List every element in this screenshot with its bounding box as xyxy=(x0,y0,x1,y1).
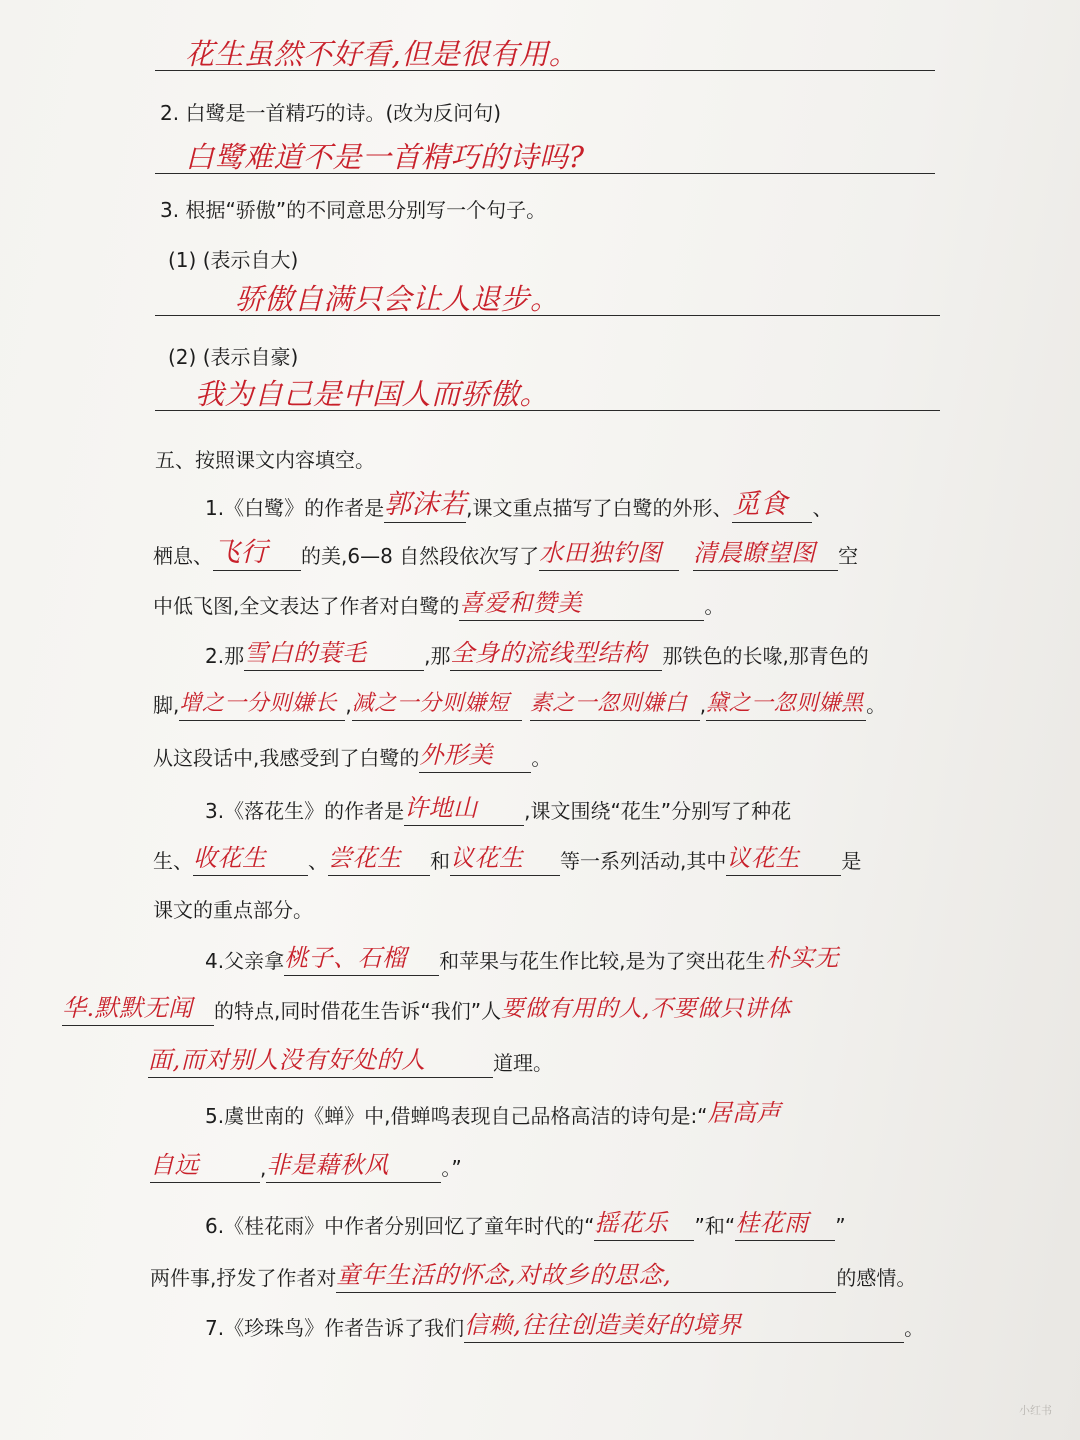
text: 栖息、 xyxy=(153,544,213,568)
question-3 xyxy=(160,195,546,225)
handwritten-answer: 桂花雨 xyxy=(735,1209,809,1237)
handwritten-answer: 飞行 xyxy=(213,537,268,568)
item-3-line-2 xyxy=(153,845,861,876)
text: 脚, xyxy=(153,693,180,717)
handwritten-answer: 雪白的蓑毛 xyxy=(244,639,367,667)
fill-blank xyxy=(459,590,704,621)
question-3-sub-2 xyxy=(168,342,298,372)
text: ,课文重点描写了白鹭的外形、 xyxy=(466,496,733,520)
text: 。 xyxy=(704,594,725,618)
handwritten-answer: 收花生 xyxy=(193,844,267,872)
handwritten-answer: 全身的流线型结构 xyxy=(450,639,647,667)
fill-blank xyxy=(62,995,214,1026)
handwritten-answer: 白鹭难道不是一首精巧的诗吗? xyxy=(185,140,585,174)
answer-line-q3-1 xyxy=(155,275,940,316)
text: 2.那 xyxy=(205,644,245,668)
fill-blank xyxy=(244,640,424,671)
question-text: 2. 白鹭是一首精巧的诗。(改为反问句) xyxy=(160,101,502,125)
handwritten-answer: 外形美 xyxy=(419,741,493,769)
question-3-sub-1 xyxy=(168,245,298,275)
item-4-line-3 xyxy=(148,1047,553,1078)
fill-blank xyxy=(284,945,439,976)
handwritten-answer: 喜爱和赞美 xyxy=(459,589,582,617)
handwritten-answer: 议花生 xyxy=(450,844,524,872)
text: 空 xyxy=(838,544,859,568)
fill-blank xyxy=(404,795,524,826)
handwritten-answer: 居高声 xyxy=(707,1099,782,1127)
item-1-line-3 xyxy=(153,590,724,621)
item-4-line-1 xyxy=(205,945,839,976)
text: , xyxy=(345,693,352,717)
sub-label: (1) (表示自大) xyxy=(168,248,299,272)
item-1-line-1 xyxy=(205,489,833,523)
text: 课文的重点部分。 xyxy=(153,898,313,922)
answer-line-q2 xyxy=(155,133,935,174)
text: 6.《桂花雨》中作者分别回忆了童年时代的“ xyxy=(205,1214,595,1238)
text: 、 xyxy=(812,496,833,520)
fill-blank xyxy=(735,1210,835,1241)
text: 从这段话中,我感受到了白鹭的 xyxy=(153,746,420,770)
fill-blank xyxy=(328,845,430,876)
handwritten-answer: 减之一分则嫌短 xyxy=(351,691,510,716)
fill-blank xyxy=(706,690,866,721)
text: ,那 xyxy=(424,644,451,668)
fill-blank xyxy=(732,489,812,523)
handwritten-answer: 郭沫若 xyxy=(384,489,467,520)
text: 和 xyxy=(430,849,450,873)
text: 是 xyxy=(841,849,862,873)
handwritten-answer: 桃子、石榴 xyxy=(284,944,407,972)
text: , xyxy=(699,693,707,717)
handwritten-answer: 水田独钓图 xyxy=(539,539,662,567)
text: 、 xyxy=(308,849,328,873)
top-answer-line xyxy=(155,30,935,71)
item-2-line-3 xyxy=(153,742,551,773)
text: 等一系列活动,其中 xyxy=(560,849,727,873)
fill-blank xyxy=(193,845,308,876)
item-6-line-1 xyxy=(205,1210,846,1241)
fill-blank xyxy=(693,540,838,571)
item-4-line-2 xyxy=(62,995,791,1026)
text: , xyxy=(260,1156,267,1180)
handwritten-answer: 许地山 xyxy=(404,794,478,822)
item-5-line-1 xyxy=(205,1100,781,1131)
text: 中低飞图,全文表达了作者对白鹭的 xyxy=(153,594,460,618)
text: 7.《珍珠鸟》作者告诉了我们 xyxy=(205,1316,465,1340)
fill-blank xyxy=(539,540,679,571)
text: ,课文围绕“花生”分别写了种花 xyxy=(524,799,792,823)
handwritten-answer: 觅食 xyxy=(732,489,788,520)
text: 和苹果与花生作比较,是为了突出花生 xyxy=(439,949,766,973)
fill-blank xyxy=(464,1312,904,1343)
text: ”和“ xyxy=(694,1214,736,1238)
text: 生、 xyxy=(153,849,193,873)
item-3-line-1 xyxy=(205,795,791,826)
text: 1.《白鹭》的作者是 xyxy=(205,496,385,520)
handwritten-answer: 朴实无 xyxy=(765,944,839,972)
fill-blank xyxy=(213,537,301,571)
handwritten-answer: 童年生活的怀念,对故乡的思念, xyxy=(336,1261,672,1289)
text: 4.父亲拿 xyxy=(205,949,285,973)
handwritten-answer: 骄傲自满只会让人退步。 xyxy=(235,282,560,316)
watermark-logo: 小红书 xyxy=(1019,1404,1052,1417)
fill-blank xyxy=(726,845,841,876)
handwritten-answer: 信赖,往往创造美好的境界 xyxy=(464,1311,742,1339)
fill-blank xyxy=(150,1152,260,1183)
handwritten-answer: 增之一分则嫌长 xyxy=(179,691,337,716)
item-2-line-2 xyxy=(153,690,886,721)
fill-blank xyxy=(419,742,531,773)
section-title: 五、按照课文内容填空。 xyxy=(155,448,375,472)
handwritten-answer: 摇花乐 xyxy=(594,1209,668,1237)
text: 的感情。 xyxy=(836,1266,917,1290)
handwritten-answer: 素之一忽则嫌白 xyxy=(529,691,688,716)
fill-blank xyxy=(179,690,345,721)
text: ” xyxy=(835,1214,846,1238)
fill-blank xyxy=(594,1210,694,1241)
text: 3.《落花生》的作者是 xyxy=(205,799,405,823)
item-2-line-1 xyxy=(205,640,869,671)
question-text: 3. 根据“骄傲”的不同意思分别写一个句子。 xyxy=(160,198,547,222)
text: 。 xyxy=(866,693,887,717)
text: 道理。 xyxy=(493,1051,553,1075)
text: 。” xyxy=(441,1156,462,1180)
answer-line-q3-2 xyxy=(155,370,940,411)
handwritten-answer: 清晨瞭望图 xyxy=(693,539,816,567)
item-1-line-2 xyxy=(153,537,859,571)
handwritten-answer: 华.默默无闻 xyxy=(62,994,193,1022)
handwritten-answer: 议花生 xyxy=(726,844,800,872)
fill-blank xyxy=(450,640,662,671)
fill-blank xyxy=(352,690,522,721)
fill-blank xyxy=(384,489,467,523)
handwritten-answer: 要做有用的人,不要做只讲体 xyxy=(501,996,791,1022)
item-3-line-3 xyxy=(153,895,313,925)
fill-blank xyxy=(530,690,700,721)
fill-blank xyxy=(148,1047,493,1078)
sub-label: (2) (表示自豪) xyxy=(168,345,299,369)
handwritten-answer: 花生虽然不好看,但是很有用。 xyxy=(185,37,579,71)
text: 5.虞世南的《蝉》中,借蝉鸣表现自己品格高洁的诗句是:“ xyxy=(205,1104,708,1128)
text: 两件事,抒发了作者对 xyxy=(150,1266,337,1290)
handwritten-answer: 非是藉秋风 xyxy=(266,1151,389,1179)
handwritten-answer: 黛之一忽则嫌黑 xyxy=(706,691,864,716)
text: 。 xyxy=(904,1316,925,1340)
item-7-line-1 xyxy=(205,1312,924,1343)
question-2 xyxy=(160,98,501,128)
text: 。 xyxy=(531,746,552,770)
item-6-line-2 xyxy=(150,1262,916,1293)
fill-blank xyxy=(450,845,560,876)
handwritten-answer: 面,而对别人没有好处的人 xyxy=(148,1046,426,1074)
fill-blank xyxy=(266,1152,441,1183)
fill-blank xyxy=(336,1262,836,1293)
item-5-line-2 xyxy=(150,1152,462,1183)
handwritten-answer: 尝花生 xyxy=(328,844,402,872)
section-5-title xyxy=(155,445,375,475)
handwritten-answer: 我为自己是中国人而骄傲。 xyxy=(195,377,550,411)
handwritten-answer: 自远 xyxy=(150,1151,199,1179)
text: 的特点,同时借花生告诉“我们”人 xyxy=(214,999,502,1023)
text: 的美,6—8 自然段依次写了 xyxy=(301,544,540,568)
text: 那铁色的长喙,那青色的 xyxy=(662,644,869,668)
